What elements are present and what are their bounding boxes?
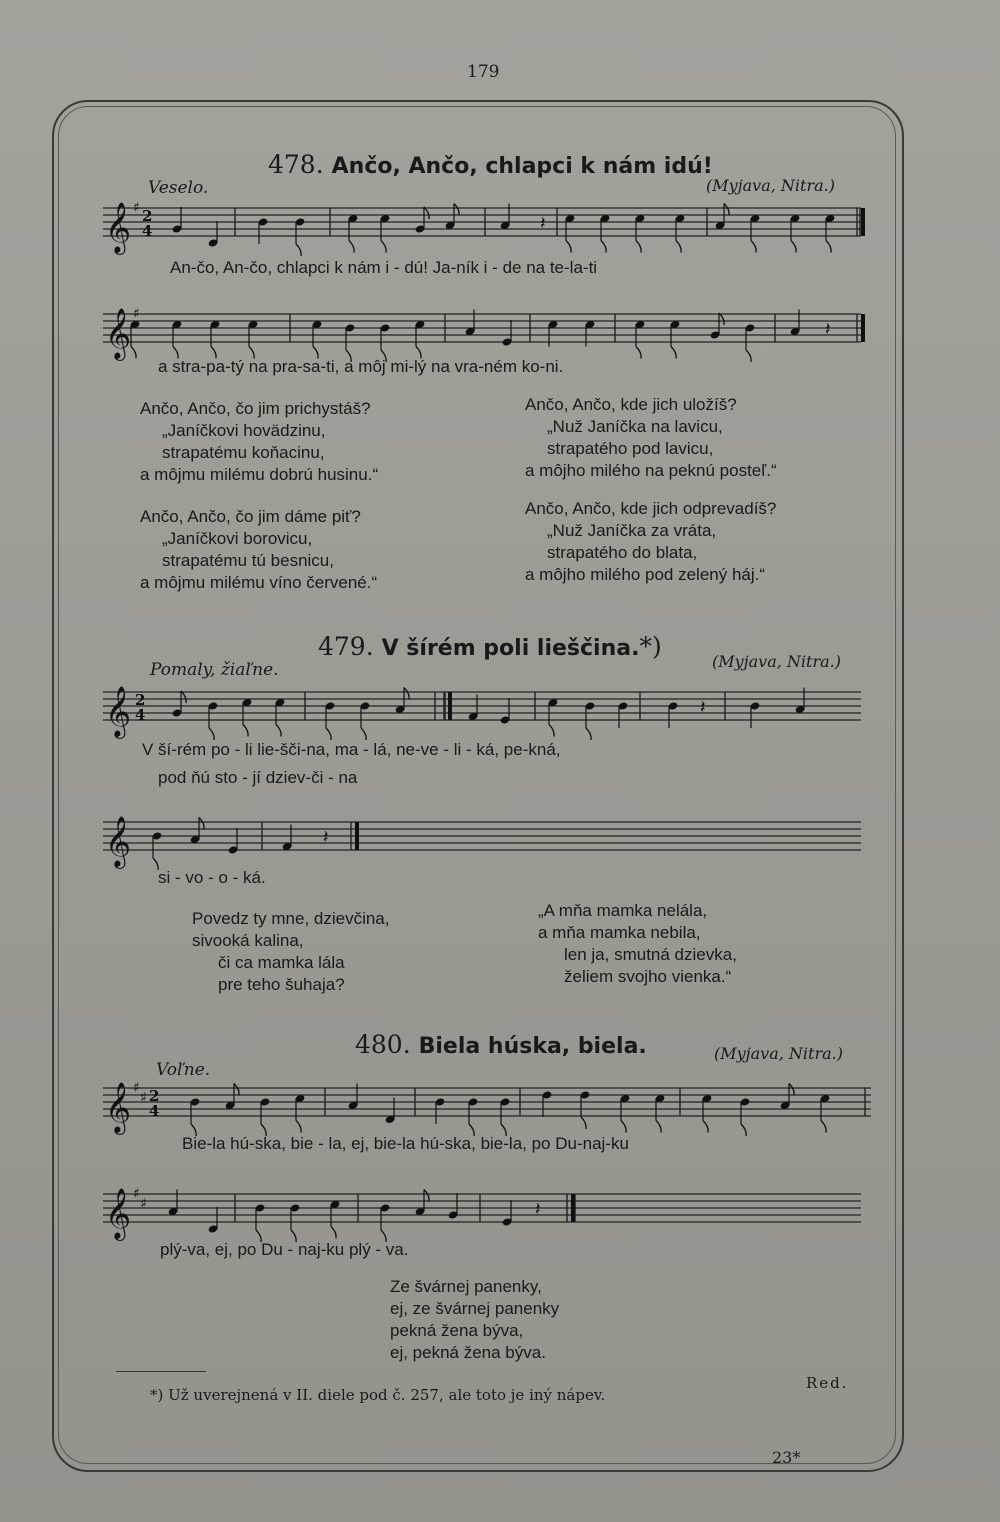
song-479-lyrics-1b: pod ňú sto - jí dziev-či - na bbox=[158, 768, 358, 787]
svg-text:4: 4 bbox=[142, 222, 153, 240]
note-icon bbox=[655, 1094, 666, 1133]
song-480-staff-2 bbox=[95, 1182, 865, 1242]
key-sharp-icon: ♯ bbox=[140, 1196, 147, 1212]
note-icon bbox=[542, 1090, 553, 1117]
note-icon bbox=[172, 207, 183, 234]
song-480-origin: (Myjava, Nitra.) bbox=[714, 1044, 843, 1063]
note-icon bbox=[580, 1090, 591, 1129]
treble-clef-icon: 𝄞 bbox=[105, 1082, 132, 1133]
song-478-verse-4: Ančo, Ančo, kde jich odprevadíš? „Nuž Janíčka za vráta, strapatého do blata, a môjho milého pod zelený háj.“ bbox=[525, 499, 777, 584]
note-icon bbox=[210, 320, 221, 359]
note-icon bbox=[565, 214, 576, 253]
note-icon bbox=[208, 1207, 219, 1234]
footnote-rule bbox=[116, 1371, 206, 1372]
song-478-lyrics-1: An-čo, An-čo, chlapci k nám i - dú! Ja-ník i - de na te-la-ti bbox=[170, 258, 598, 277]
song-478-lyrics-2: a stra-pa-tý na pra-sa-ti, a môj mi-lý na vra-ném ko-ni. bbox=[158, 357, 564, 376]
rest-icon: 𝄽 bbox=[535, 1199, 541, 1220]
song-479-lyrics-2: si - vo - o - ká. bbox=[158, 868, 266, 887]
footnote-signature: Red. bbox=[806, 1374, 849, 1392]
note-icon bbox=[502, 1200, 513, 1227]
note-icon bbox=[745, 323, 756, 362]
note-icon bbox=[548, 698, 559, 737]
song-480-title: 480. Biela húska, biela. bbox=[355, 1030, 647, 1059]
footnote: *) Už uverejnená v II. diele pod č. 257, ale toto je iný nápev. bbox=[150, 1386, 606, 1404]
note-icon bbox=[312, 320, 323, 359]
note-icon bbox=[750, 701, 761, 728]
song-480-staff-1 bbox=[95, 1076, 875, 1136]
note-icon bbox=[242, 698, 253, 737]
song-479-lyrics-1: V ší-rém po - li lie-šči-na, ma - lá, ne-ve - li - ká, pe-kná, bbox=[142, 740, 561, 759]
song-479-verse-2: „A mňa mamka nelála, a mňa mamka nebila, len ja, smutná dzievka, želiem svojho vienka.“ bbox=[538, 901, 737, 986]
svg-text:4: 4 bbox=[149, 1102, 160, 1120]
note-icon bbox=[330, 1200, 341, 1239]
note-icon bbox=[152, 831, 163, 870]
note-icon bbox=[172, 320, 183, 359]
note-icon bbox=[248, 320, 259, 359]
note-icon bbox=[500, 698, 511, 725]
note-icon bbox=[172, 691, 187, 718]
note-icon bbox=[670, 320, 681, 359]
note-icon bbox=[585, 701, 596, 740]
svg-text:4: 4 bbox=[135, 706, 146, 724]
key-sharp-icon: ♯ bbox=[140, 1090, 147, 1106]
page-signature: 23* bbox=[772, 1448, 801, 1467]
song-478-staff-2 bbox=[95, 302, 865, 362]
note-icon bbox=[380, 1203, 391, 1242]
rest-icon: 𝄽 bbox=[825, 319, 831, 340]
song-478-tempo: Veselo. bbox=[148, 178, 209, 198]
note-icon bbox=[290, 1203, 301, 1242]
note-icon bbox=[790, 214, 801, 253]
note-icon bbox=[258, 217, 269, 244]
song-479-staff-1 bbox=[95, 680, 865, 740]
key-sharp-icon: ♯ bbox=[133, 200, 140, 216]
treble-clef-icon: 𝄞 bbox=[105, 816, 132, 867]
song-479-tempo: Pomaly, žiaľne. bbox=[150, 660, 279, 680]
note-icon bbox=[208, 221, 219, 248]
note-icon bbox=[325, 701, 336, 740]
note-icon bbox=[260, 1097, 271, 1136]
song-480-verse: Ze švárnej panenky, ej, ze švárnej panenky pekná žena býva, ej, pekná žena býva. bbox=[390, 1277, 560, 1362]
note-icon bbox=[255, 1203, 266, 1242]
note-icon bbox=[600, 214, 611, 253]
song-479-origin: (Myjava, Nitra.) bbox=[712, 652, 841, 671]
note-icon bbox=[295, 217, 306, 256]
rest-icon: 𝄽 bbox=[540, 213, 546, 234]
note-icon bbox=[208, 701, 219, 740]
song-478-verse-3: Ančo, Ančo, kde jich uložíš? „Nuž Janíčka na lavicu, strapatého pod lavicu, a môjho milého na peknú posteľ.“ bbox=[525, 395, 777, 480]
note-icon bbox=[635, 214, 646, 253]
note-icon bbox=[502, 320, 513, 347]
page-number: 179 bbox=[467, 62, 500, 82]
note-icon bbox=[825, 214, 836, 253]
note-icon bbox=[295, 1094, 306, 1133]
note-icon bbox=[468, 1097, 479, 1136]
song-478-verse-2: Ančo, Ančo, čo jim dáme piť? „Janíčkovi borovicu, strapatému tú besnicu, a môjmu milému víno červené.“ bbox=[140, 507, 378, 592]
treble-clef-icon: 𝄞 bbox=[105, 686, 132, 737]
note-icon bbox=[820, 1094, 831, 1133]
note-icon bbox=[702, 1094, 713, 1133]
key-sharp-icon: ♯ bbox=[133, 306, 140, 322]
note-icon bbox=[500, 1097, 511, 1136]
note-icon bbox=[275, 698, 286, 737]
song-480-lyrics-1: Bie-la hú-ska, bie - la, ej, bie-la hú-ska, bie-la, po Du-naj-ku bbox=[182, 1134, 629, 1153]
note-icon bbox=[360, 701, 371, 740]
rest-icon: 𝄽 bbox=[323, 827, 329, 848]
song-479-verse-1: Povedz ty mne, dzievčina, sivooká kalina, či ca mamka lála pre teho šuhaja? bbox=[192, 909, 390, 994]
song-478-origin: (Myjava, Nitra.) bbox=[706, 176, 835, 195]
treble-clef-icon: 𝄞 bbox=[105, 308, 132, 359]
song-479-title: 479. V šírém poli lieščina.*) bbox=[318, 632, 662, 661]
note-icon bbox=[740, 1097, 751, 1136]
svg-text:2: 2 bbox=[149, 1087, 160, 1105]
note-icon bbox=[448, 1193, 459, 1220]
note-icon bbox=[228, 828, 239, 855]
note-icon bbox=[190, 1097, 201, 1136]
note-icon bbox=[620, 1094, 631, 1133]
note-icon bbox=[618, 701, 629, 728]
song-479-staff-2 bbox=[95, 810, 865, 870]
key-sharp-icon: ♯ bbox=[133, 1080, 140, 1096]
note-icon bbox=[348, 214, 359, 253]
song-478-title: 478. Ančo, Ančo, chlapci k nám idú! bbox=[268, 150, 713, 179]
rest-icon: 𝄽 bbox=[700, 697, 706, 718]
note-icon bbox=[435, 1097, 446, 1124]
svg-text:2: 2 bbox=[135, 691, 146, 709]
treble-clef-icon: 𝄞 bbox=[105, 1188, 132, 1239]
note-icon bbox=[415, 207, 430, 234]
song-478-staff-1 bbox=[95, 196, 865, 256]
note-icon bbox=[750, 214, 761, 253]
treble-clef-icon: 𝄞 bbox=[105, 202, 132, 253]
note-icon bbox=[710, 313, 725, 340]
note-icon bbox=[415, 320, 426, 359]
key-sharp-icon: ♯ bbox=[133, 1186, 140, 1202]
svg-text:2: 2 bbox=[142, 207, 153, 225]
song-480-lyrics-2: plý-va, ej, po Du - naj-ku plý - va. bbox=[160, 1240, 409, 1259]
note-icon bbox=[635, 320, 646, 359]
song-480-tempo: Voľne. bbox=[156, 1060, 211, 1080]
note-icon bbox=[668, 701, 679, 728]
note-icon bbox=[130, 320, 141, 359]
song-478-verse-1: Ančo, Ančo, čo jim prichystáš? „Janíčkovi hovädzinu, strapatému koňacinu, a môjmu milému dobrú husinu.“ bbox=[140, 399, 379, 484]
note-icon bbox=[675, 214, 686, 253]
note-icon bbox=[380, 214, 391, 253]
